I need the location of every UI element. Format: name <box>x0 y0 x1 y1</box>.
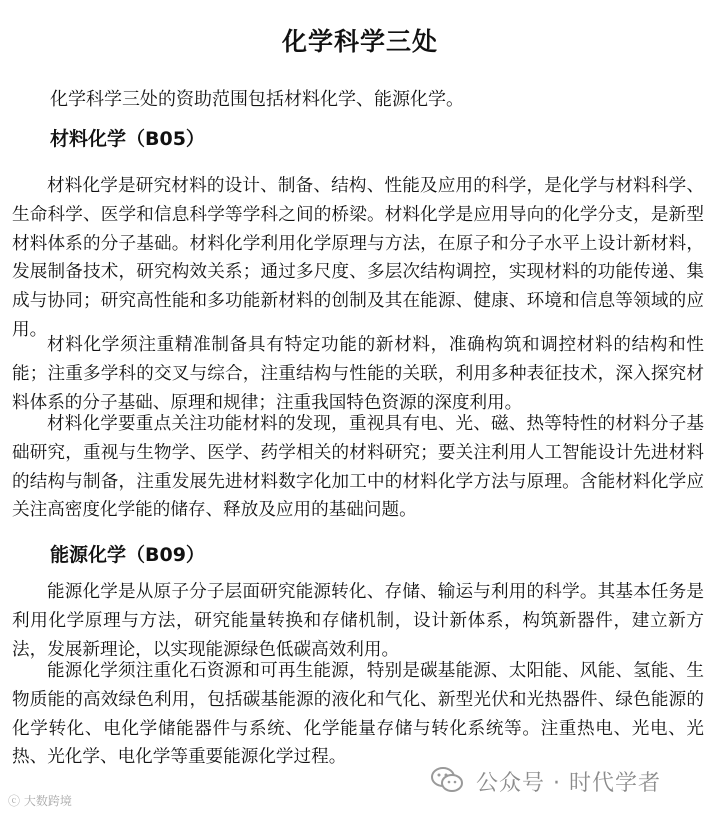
paragraph: 能源化学是从原子分子层面研究能源转化、存储、输运与利用的科学。其基本任务是利用化学原理与方法，研究能量转换和存储机制，设计新体系，构筑新器件，建立新方法，发展新理论，以实现能源绿色低碳高效利用。 <box>12 582 704 660</box>
paragraph: 能源化学须注重化石资源和可再生能源，特别是碳基能源、太阳能、风能、氢能、生物质能的高效绿色利用，包括碳基能源的液化和气化、新型光伏和光热器件、绿色能源的化学转化、电化学储能器件与系统、化学能量存储与转化系统等。注重热电、光电、光热、光化学、电化学等重要能源化学过程。 <box>12 661 704 768</box>
paragraph: 材料化学要重点关注功能材料的发现，重视具有电、光、磁、热等特性的材料分子基础研究，重视与生物学、医学、药学相关的材料研究；要关注利用人工智能设计先进材料的结构与制备，注重发展先进材料数字化加工中的材料化学方法与原理。含能材料化学应关注高密度化学能的储存、释放及应用的基础问题。 <box>12 414 704 521</box>
page-title: 化学科学三处 <box>281 27 438 56</box>
section-heading-materials: 材料化学（B05） <box>50 128 205 150</box>
section-heading-energy: 能源化学（B09） <box>50 544 205 566</box>
paragraph: 材料化学须注重精准制备具有特定功能的新材料，准确构筑和调控材料的结构和性能；注重多学科的交叉与综合，注重结构与性能的关联，利用多种表征技术，深入探究材料体系的分子基础、原理和规律；注重我国特色资源的深度利用。 <box>12 335 704 413</box>
wechat-icon <box>430 766 464 794</box>
intro-text: 化学科学三处的资助范围包括材料化学、能源化学。 <box>50 89 464 110</box>
watermark-text: 公众号 · 时代学者 <box>476 771 661 796</box>
paragraph: 材料化学是研究材料的设计、制备、结构、性能及应用的科学，是化学与材料科学、生命科学、医学和信息科学等学科之间的桥梁。材料化学是应用导向的化学分支，是新型材料体系的分子基础。材料化学利用化学原理与方法，在原子和分子水平上设计新材料，发展制备技术，研究构效关系；通过多尺度、多层次结构调控，实现材料的功能传递、集成与协同；研究高性能和多功能新材料的创制及其在能源、健康、环境和信息等领域的应用。 <box>12 176 704 340</box>
watermark-source: ⓒ 大数跨境 <box>8 794 72 808</box>
